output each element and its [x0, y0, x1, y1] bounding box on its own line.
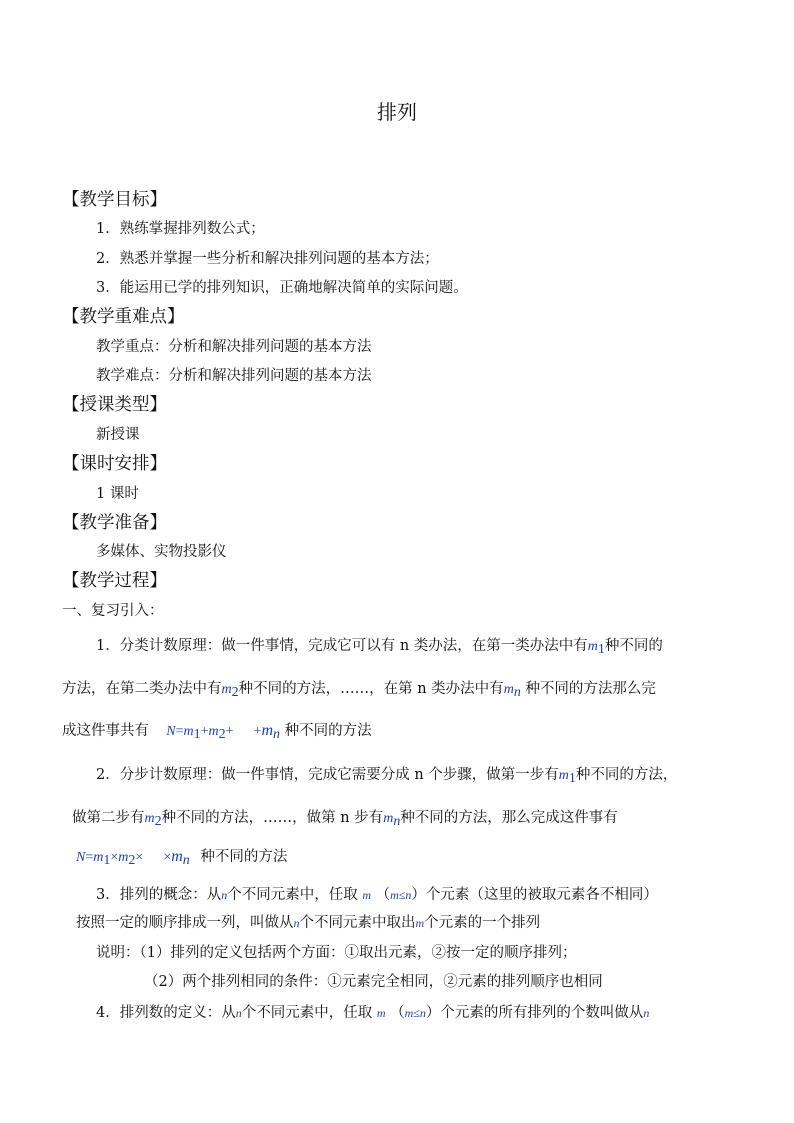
lesson-type-text: 新授课	[96, 427, 140, 443]
para1-line3: 成这件事共有 $N=m_1+m_2+ +m_n$ 种不同的方法	[62, 722, 372, 742]
para2-line3: $N=m_1\times m_2\times \times m_n$ 种不同的方法	[76, 848, 288, 868]
process-subheading-review: 一、复习引入：	[62, 603, 164, 619]
section-heading-type: 【授课类型】	[62, 395, 167, 415]
para2-line2: 做第二步有$m_2$种不同的方法，……，做第 n 步有$m_n$种不同的方法，那么完成这件事有	[72, 810, 618, 829]
keypoint-item-1: 教学重点：分析和解决排列问题的基本方法	[96, 339, 372, 355]
keypoint-item-2: 教学难点：分析和解决排列问题的基本方法	[96, 368, 372, 384]
goal-item-2: 2．熟悉并掌握一些分析和解决排列问题的基本方法；	[96, 251, 439, 267]
note-line-1: 说明：（1）排列的定义包括两个方面：①取出元素，②按一定的顺序排列；	[96, 945, 577, 961]
para1-line2: 方法，在第二类办法中有$m_2$种不同的方法，……，在第 n 类办法中有$m_n$ 种不同的方法那么完	[62, 681, 656, 700]
page-title: 排列	[377, 100, 417, 124]
schedule-text: 1 课时	[96, 486, 139, 502]
para3-line2: 按照一定的顺序排成一列，叫做从n个不同元素中取出m个元素的一个排列	[76, 915, 541, 931]
goal-item-3: 3．能运用已学的排列知识，正确地解决简单的实际问题。	[96, 280, 468, 296]
sum-formula: $N=m_1+m_2+ +m_n$	[166, 722, 280, 742]
condition-inline-2: （m≤n）	[390, 1005, 441, 1021]
section-heading-goals: 【教学目标】	[62, 190, 167, 210]
section-heading-schedule: 【课时安排】	[62, 454, 167, 474]
note-line-2: （2）两个排列相同的条件：①元素完全相同，②元素的排列顺序也相同	[144, 974, 603, 990]
para4-line1: 4．排列数的定义：从n个不同元素中，任取 m （m≤n）个元素的所有排列的个数叫做从n	[96, 1005, 650, 1021]
goal-item-1: 1．熟练掌握排列数公式；	[96, 221, 265, 237]
para3-line1: 3．排列的概念：从n个不同元素中，任取 m （m≤n）个元素（这里的被取元素各不相同）	[96, 887, 658, 903]
condition-inline: （m≤n）	[375, 887, 426, 903]
section-heading-process: 【教学过程】	[62, 571, 167, 591]
prep-text: 多媒体、实物投影仪	[96, 544, 227, 560]
para2-line1: 2．分步计数原理：做一件事情，完成它需要分成 n 个步骤，做第一步有$m_1$种不同的方法，	[96, 767, 678, 786]
section-heading-prep: 【教学准备】	[62, 513, 167, 533]
para1-line1: 1．分类计数原理：做一件事情，完成它可以有 n 类办法，在第一类办法中有$m_1$种不同的	[96, 638, 663, 657]
section-heading-keypoints: 【教学重难点】	[62, 307, 185, 327]
product-formula: $N=m_1\times m_2\times \times m_n$	[76, 848, 190, 868]
